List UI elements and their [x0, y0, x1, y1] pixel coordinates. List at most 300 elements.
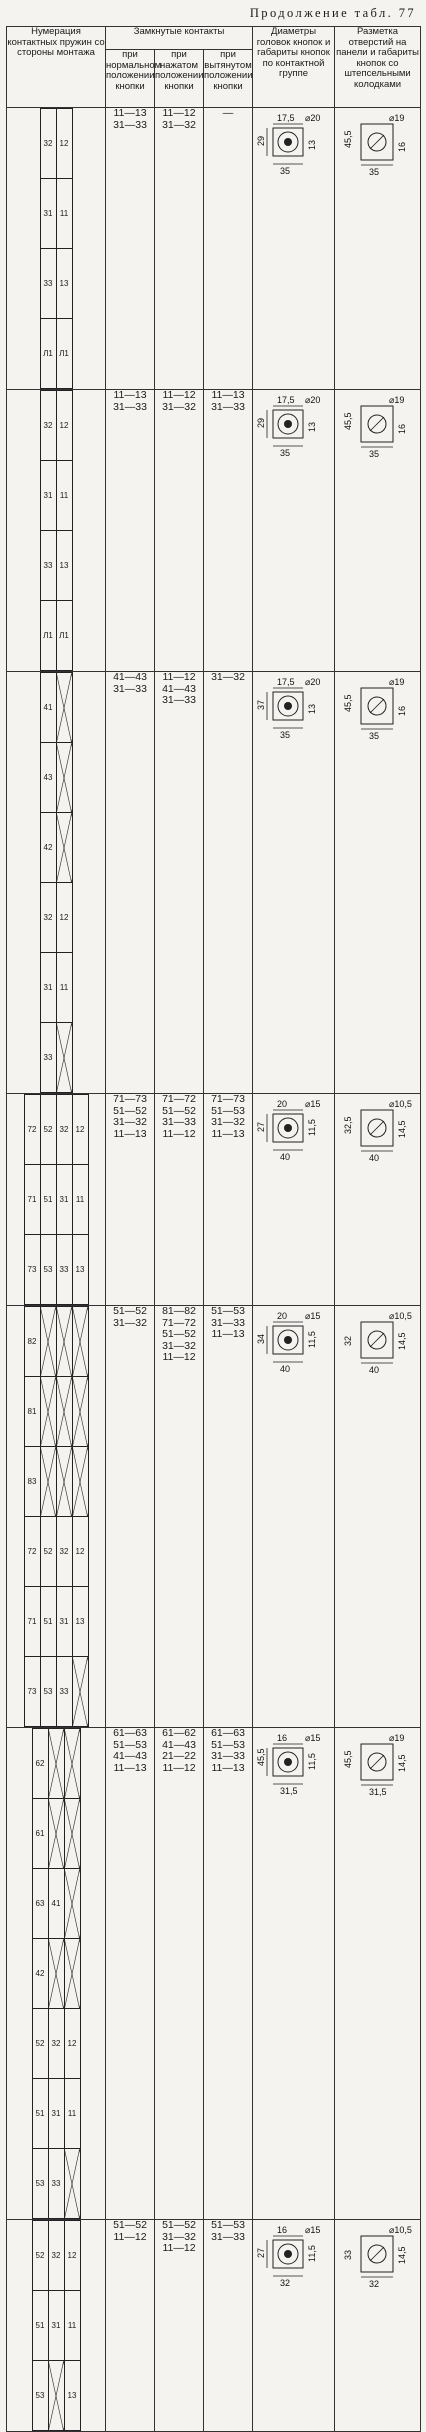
contact-pair: 51—52	[162, 2219, 196, 2231]
spring-grid-row	[32, 2149, 80, 2219]
spring-number: 73	[24, 1657, 40, 1727]
spring-grid-row	[32, 2079, 80, 2149]
button-center-dot	[284, 1758, 292, 1766]
dimension-width-label: 31,5	[280, 1786, 298, 1796]
header-panel-layout: Разметка отверстий на панели и габариты кнопок со штепсельными колодками	[335, 27, 421, 108]
spring-number: 32	[48, 2009, 64, 2079]
spring-number	[56, 1307, 72, 1377]
dimension-a-label: 16	[277, 2225, 288, 2235]
head-diameter-drawing	[253, 390, 335, 460]
spring-grid-row	[40, 461, 72, 531]
panel-height-label: 45,5	[343, 694, 354, 712]
spring-grid-row	[24, 1657, 88, 1727]
spring-grid-row	[32, 1939, 80, 2009]
spring-number	[56, 1023, 72, 1093]
contact-pair: 71—73	[211, 1093, 245, 1105]
spring-number: 53	[32, 2149, 48, 2219]
contacts-pressed-cell	[155, 2220, 204, 2432]
contact-pair: 11—13	[211, 1761, 245, 1774]
spring-number: 13	[72, 1235, 88, 1305]
contact-pair: 11—13	[113, 107, 147, 119]
head-diameter-drawing-cell	[253, 672, 335, 1094]
dimension-height-label: 29	[256, 417, 267, 428]
panel-layout-drawing	[335, 108, 421, 178]
panel-side-label: 14,5	[397, 1120, 408, 1138]
spring-grid-row	[40, 531, 72, 601]
head-diameter-label: ⌀20	[305, 113, 321, 123]
contact-pair: 61—63	[113, 1727, 147, 1739]
contact-pair: 11—13	[113, 389, 147, 401]
spring-number: 52	[40, 1095, 56, 1165]
spring-number: 52	[32, 2009, 48, 2079]
spring-number: 33	[40, 531, 56, 601]
dimension-height-label: 45,5	[256, 1748, 267, 1766]
spring-number: 73	[24, 1235, 40, 1305]
contacts-pressed-cell	[155, 1094, 204, 1306]
spring-grid-row	[40, 1023, 72, 1093]
panel-width-label: 35	[369, 731, 380, 741]
spring-grid-row	[40, 743, 72, 813]
spring-number: 32	[40, 109, 56, 179]
spring-grid-row	[32, 2361, 80, 2431]
panel-width-label: 32	[369, 2279, 380, 2289]
dimension-w1-label: 11,5	[307, 2245, 318, 2262]
contact-pair: 61—63	[211, 1727, 245, 1739]
spring-grid-row	[24, 1377, 88, 1447]
head-diameter-label: ⌀15	[305, 2225, 321, 2235]
button-center-dot	[284, 1124, 292, 1132]
spring-number: 11	[64, 2079, 80, 2149]
table-row	[7, 2220, 421, 2432]
head-diameter-drawing-cell	[253, 1306, 335, 1728]
spring-number: 51	[40, 1587, 56, 1657]
spring-number: 31	[48, 2291, 64, 2361]
spring-grid	[40, 390, 73, 671]
hole-diameter-leader	[370, 135, 384, 149]
spring-number: 12	[64, 2221, 80, 2291]
panel-hole-diameter-label: ⌀10,5	[389, 1099, 412, 1109]
spring-number	[48, 1799, 64, 1869]
spring-number	[72, 1307, 88, 1377]
header-normal: при нормальном положении кнопки	[106, 50, 155, 108]
spring-number: 12	[72, 1095, 88, 1165]
button-center-dot	[284, 1336, 292, 1344]
spring-number	[56, 1447, 72, 1517]
panel-hole-diameter-label: ⌀19	[389, 395, 405, 405]
spring-grid-row	[40, 953, 72, 1023]
spring-number	[64, 1729, 80, 1799]
spring-number: 52	[40, 1517, 56, 1587]
table-row	[7, 1728, 421, 2220]
spring-number: 32	[40, 883, 56, 953]
panel-height-label: 32	[343, 1335, 354, 1346]
spring-number: 53	[40, 1657, 56, 1727]
contact-pair: 31—32	[211, 671, 245, 683]
spring-number: 62	[32, 1729, 48, 1799]
hole-diameter-leader	[370, 2247, 384, 2261]
head-diameter-drawing	[253, 1094, 335, 1164]
spring-number: 42	[40, 813, 56, 883]
dimension-height-label: 34	[256, 1333, 267, 1344]
spring-number: 52	[32, 2221, 48, 2291]
panel-width-label: 31,5	[369, 1787, 387, 1797]
spring-grid-row	[24, 1235, 88, 1305]
panel-layout-drawing-cell	[335, 108, 421, 390]
spring-number: Л1	[40, 319, 56, 389]
contact-pair: 61—62	[162, 1727, 196, 1739]
contact-pair: 31—33	[211, 1316, 245, 1329]
spring-number: 33	[40, 249, 56, 319]
spring-number	[56, 673, 72, 743]
spring-number	[56, 813, 72, 883]
head-diameter-label: ⌀15	[305, 1311, 321, 1321]
numbering-cell	[7, 672, 106, 1094]
numbering-cell	[7, 1306, 106, 1728]
panel-hole-diameter-label: ⌀10,5	[389, 1311, 412, 1321]
contact-pair: 71—73	[113, 1093, 147, 1105]
spring-number: 42	[32, 1939, 48, 2009]
contacts-pressed-cell	[155, 1306, 204, 1728]
contact-pair: 31—32	[113, 1316, 147, 1329]
panel-layout-drawing	[335, 1728, 421, 1798]
spring-number	[72, 1657, 88, 1727]
spring-number: 31	[56, 1165, 72, 1235]
panel-layout-drawing	[335, 2220, 421, 2290]
contact-pair: 31—32	[162, 1339, 196, 1352]
spring-grid	[24, 1306, 89, 1727]
spring-grid-row	[24, 1587, 88, 1657]
contact-pair: 11—12	[162, 671, 196, 683]
header-numbering: Нумерация контактных пружин со стороны монтажа	[7, 27, 106, 108]
spring-number: 31	[40, 461, 56, 531]
spring-grid-row	[32, 1799, 80, 1869]
contacts-pulled-cell	[204, 672, 253, 1094]
contact-pair: 51—52	[162, 1104, 196, 1117]
contacts-normal-cell	[106, 1728, 155, 2220]
panel-layout-drawing-cell	[335, 672, 421, 1094]
spring-number: 61	[32, 1799, 48, 1869]
spring-grid-row	[40, 391, 72, 461]
dimension-width-label: 35	[280, 730, 291, 740]
panel-layout-drawing-cell	[335, 2220, 421, 2432]
spring-number: 11	[72, 1165, 88, 1235]
spring-number	[72, 1447, 88, 1517]
spring-number	[48, 1939, 64, 2009]
panel-hole-diameter-label: ⌀19	[389, 113, 405, 123]
spring-number: 32	[56, 1517, 72, 1587]
dimension-width-label: 40	[280, 1364, 291, 1374]
dimension-w1-label: 11,5	[307, 1753, 318, 1770]
spring-number: 51	[32, 2079, 48, 2149]
contacts-pulled-cell	[204, 1094, 253, 1306]
head-diameter-label: ⌀20	[305, 677, 321, 687]
spring-number	[64, 1799, 80, 1869]
spring-grid	[32, 1728, 81, 2219]
panel-width-label: 40	[369, 1365, 380, 1375]
dimension-w1-label: 11,5	[307, 1331, 318, 1348]
spring-grid-row	[24, 1095, 88, 1165]
table-row	[7, 672, 421, 1094]
spring-grid-row	[24, 1165, 88, 1235]
button-center-dot	[284, 138, 292, 146]
spring-grid-row	[40, 883, 72, 953]
spring-number	[48, 2361, 64, 2431]
contact-pair: 31—32	[211, 1116, 245, 1128]
spring-grid-row	[32, 1869, 80, 1939]
spring-number: Л1	[40, 601, 56, 671]
panel-hole-diameter-label: ⌀10,5	[389, 2225, 412, 2235]
contact-pair: 51—53	[211, 1305, 245, 1317]
panel-side-label: 14,5	[397, 1754, 408, 1772]
dimension-height-label: 27	[256, 1121, 267, 1132]
contact-pair: 11—12	[162, 1351, 196, 1363]
contact-pair: 11—12	[162, 2242, 196, 2254]
spring-grid-row	[24, 1307, 88, 1377]
contact-pair: 11—12	[162, 1761, 196, 1774]
panel-side-label: 16	[397, 423, 408, 434]
panel-side-label: 16	[397, 141, 408, 152]
panel-layout-drawing	[335, 390, 421, 460]
spring-number: Л1	[56, 601, 72, 671]
numbering-cell	[7, 390, 106, 672]
dimension-a-label: 16	[277, 1733, 288, 1743]
spring-grid-row	[32, 2009, 80, 2079]
head-diameter-drawing-cell	[253, 390, 335, 672]
contacts-pulled-cell	[204, 108, 253, 390]
header-head-diameters: Диаметры головок кнопок и габариты кнопок по контактной группе	[253, 27, 335, 108]
dimension-width-label: 35	[280, 448, 291, 458]
spring-number: 72	[24, 1095, 40, 1165]
spring-number: 72	[24, 1517, 40, 1587]
contact-pair: 51—52	[113, 1104, 147, 1117]
head-diameter-drawing	[253, 1306, 335, 1376]
contacts-normal-cell	[106, 108, 155, 390]
spring-number: 41	[40, 673, 56, 743]
spring-number: 31	[40, 953, 56, 1023]
dimension-w1-label: 11,5	[307, 1119, 318, 1136]
spring-grid-row	[32, 1729, 80, 1799]
spring-grid-row	[40, 813, 72, 883]
panel-width-label: 40	[369, 1153, 380, 1163]
contacts-pulled-cell	[204, 1306, 253, 1728]
contact-pair: 31—33	[211, 2230, 245, 2243]
spring-number: 33	[56, 1235, 72, 1305]
spring-grid	[40, 672, 73, 1093]
table-row	[7, 390, 421, 672]
button-center-dot	[284, 420, 292, 428]
contacts-pressed-cell	[155, 672, 204, 1094]
panel-layout-drawing	[335, 1094, 421, 1164]
hole-diameter-leader	[370, 1333, 384, 1347]
header-pressed: при нажатом положении кнопки	[155, 50, 204, 108]
head-diameter-drawing	[253, 1728, 335, 1798]
contacts-normal-cell	[106, 390, 155, 672]
spring-grid-row	[40, 249, 72, 319]
spring-number: 81	[24, 1377, 40, 1447]
contact-pair: 31—32	[162, 400, 196, 413]
numbering-cell	[7, 1728, 106, 2220]
contact-pair: 31—32	[162, 2230, 196, 2243]
panel-layout-drawing-cell	[335, 390, 421, 672]
table-caption: Продолжение табл. 77	[249, 6, 416, 20]
head-diameter-label: ⌀15	[305, 1733, 321, 1743]
contact-pair: 31—33	[211, 400, 245, 413]
contact-pair: 11—12	[113, 2230, 147, 2243]
contact-pair: 51—53	[211, 1104, 245, 1117]
dimension-height-label: 27	[256, 2247, 267, 2258]
contact-pair: 51—52	[113, 2219, 147, 2231]
head-diameter-drawing-cell	[253, 2220, 335, 2432]
panel-height-label: 45,5	[343, 1750, 354, 1768]
contact-pair: 51—52	[162, 1328, 196, 1340]
spring-number: 33	[48, 2149, 64, 2219]
contact-pair: 11—13	[211, 1328, 245, 1340]
contact-pair: 31—32	[162, 118, 196, 131]
header-pulled: при вытянутом положении кнопки	[204, 50, 253, 108]
spring-number: 13	[72, 1587, 88, 1657]
contacts-pulled-cell	[204, 2220, 253, 2432]
contact-pair: 41—43	[113, 671, 147, 683]
spring-number: 43	[40, 743, 56, 813]
spring-grid	[40, 108, 73, 389]
contact-pair: 31—33	[113, 400, 147, 413]
contact-pair: 11—13	[211, 1127, 245, 1140]
head-diameter-drawing-cell	[253, 108, 335, 390]
spring-number: 13	[56, 531, 72, 601]
contact-pair: 11—13	[211, 389, 245, 401]
dimension-width-label: 40	[280, 1152, 291, 1162]
dimension-w1-label: 13	[307, 139, 318, 150]
contact-pair: 21—22	[162, 1750, 196, 1762]
panel-layout-drawing	[335, 672, 421, 742]
hole-diameter-leader	[370, 699, 384, 713]
numbering-cell	[7, 108, 106, 390]
contacts-pulled-cell	[204, 1728, 253, 2220]
dimension-w1-label: 13	[307, 703, 318, 714]
spring-number	[72, 1377, 88, 1447]
spring-number: 32	[40, 391, 56, 461]
contact-pair: 81—82	[162, 1305, 196, 1317]
contact-pair: 51—52	[113, 1305, 147, 1317]
contacts-pressed-cell	[155, 390, 204, 672]
contacts-normal-cell	[106, 2220, 155, 2432]
spring-number: 13	[56, 249, 72, 319]
contacts-normal-cell	[106, 672, 155, 1094]
spring-number: 33	[40, 1023, 56, 1093]
contact-pair: 11—13	[113, 1761, 147, 1774]
spring-number: 63	[32, 1869, 48, 1939]
hole-diameter-leader	[370, 417, 384, 431]
spring-grid	[24, 1094, 89, 1305]
panel-side-label: 16	[397, 705, 408, 716]
dimension-a-label: 17,5	[277, 113, 295, 123]
contact-pair: 31—33	[113, 118, 147, 131]
button-center-dot	[284, 702, 292, 710]
contact-spec-table	[6, 26, 421, 2432]
spring-grid-row	[40, 109, 72, 179]
panel-height-label: 33	[343, 2249, 354, 2260]
contact-pair: 11—13	[113, 1127, 147, 1140]
head-diameter-drawing	[253, 672, 335, 742]
spring-number: 31	[56, 1587, 72, 1657]
contact-pair: 31—33	[113, 682, 147, 695]
contact-pair: 51—53	[113, 1738, 147, 1751]
spring-number	[56, 743, 72, 813]
spring-number: 51	[40, 1165, 56, 1235]
contact-pair: 41—43	[162, 1738, 196, 1751]
table-row	[7, 108, 421, 390]
contacts-pressed-cell	[155, 108, 204, 390]
spring-number: 12	[56, 391, 72, 461]
contact-pair: —	[222, 107, 234, 119]
spring-number	[56, 1377, 72, 1447]
spring-grid-row	[24, 1517, 88, 1587]
dimension-width-label: 32	[280, 2278, 291, 2288]
spring-number: 71	[24, 1165, 40, 1235]
spring-number: 31	[40, 179, 56, 249]
spring-number: 82	[24, 1307, 40, 1377]
spring-number: 12	[72, 1517, 88, 1587]
dimension-a-label: 20	[277, 1099, 288, 1109]
spring-number: 33	[56, 1657, 72, 1727]
contact-pair: 31—33	[211, 1750, 245, 1762]
spring-number: 11	[56, 179, 72, 249]
spring-number: 32	[48, 2221, 64, 2291]
spring-number	[64, 1939, 80, 2009]
spring-number: 11	[64, 2291, 80, 2361]
spring-grid-row	[40, 601, 72, 671]
panel-width-label: 35	[369, 449, 380, 459]
spring-number: 83	[24, 1447, 40, 1517]
spring-grid-row	[40, 673, 72, 743]
spring-number: 53	[40, 1235, 56, 1305]
dimension-a-label: 20	[277, 1311, 288, 1321]
spring-number: 13	[64, 2361, 80, 2431]
contacts-pressed-cell	[155, 1728, 204, 2220]
panel-height-label: 32,5	[343, 1116, 354, 1134]
contact-pair: 11—12	[162, 107, 196, 119]
spring-grid-row	[32, 2291, 80, 2361]
contact-pair: 11—12	[162, 389, 196, 401]
panel-side-label: 14,5	[397, 2246, 408, 2264]
panel-layout-drawing-cell	[335, 1094, 421, 1306]
panel-layout-drawing-cell	[335, 1306, 421, 1728]
spring-number: 53	[32, 2361, 48, 2431]
spring-number	[48, 1729, 64, 1799]
panel-hole-diameter-label: ⌀19	[389, 677, 405, 687]
contact-pair: 31—32	[113, 1116, 147, 1128]
panel-width-label: 35	[369, 167, 380, 177]
panel-layout-drawing	[335, 1306, 421, 1376]
spring-number	[40, 1447, 56, 1517]
contact-pair: 31—33	[162, 694, 196, 706]
spring-number	[64, 2149, 80, 2219]
spring-number: 12	[64, 2009, 80, 2079]
table-row	[7, 1306, 421, 1728]
spring-number: 12	[56, 109, 72, 179]
spring-number: 12	[56, 883, 72, 953]
spring-number	[40, 1307, 56, 1377]
hole-diameter-leader	[370, 1121, 384, 1135]
button-center-dot	[284, 2250, 292, 2258]
head-diameter-drawing-cell	[253, 1094, 335, 1306]
head-diameter-drawing-cell	[253, 1728, 335, 2220]
contact-pair: 51—53	[211, 1738, 245, 1751]
dimension-a-label: 17,5	[277, 677, 295, 687]
panel-side-label: 14,5	[397, 1332, 408, 1350]
contact-pair: 41—43	[113, 1750, 147, 1762]
panel-height-label: 45,5	[343, 130, 354, 148]
